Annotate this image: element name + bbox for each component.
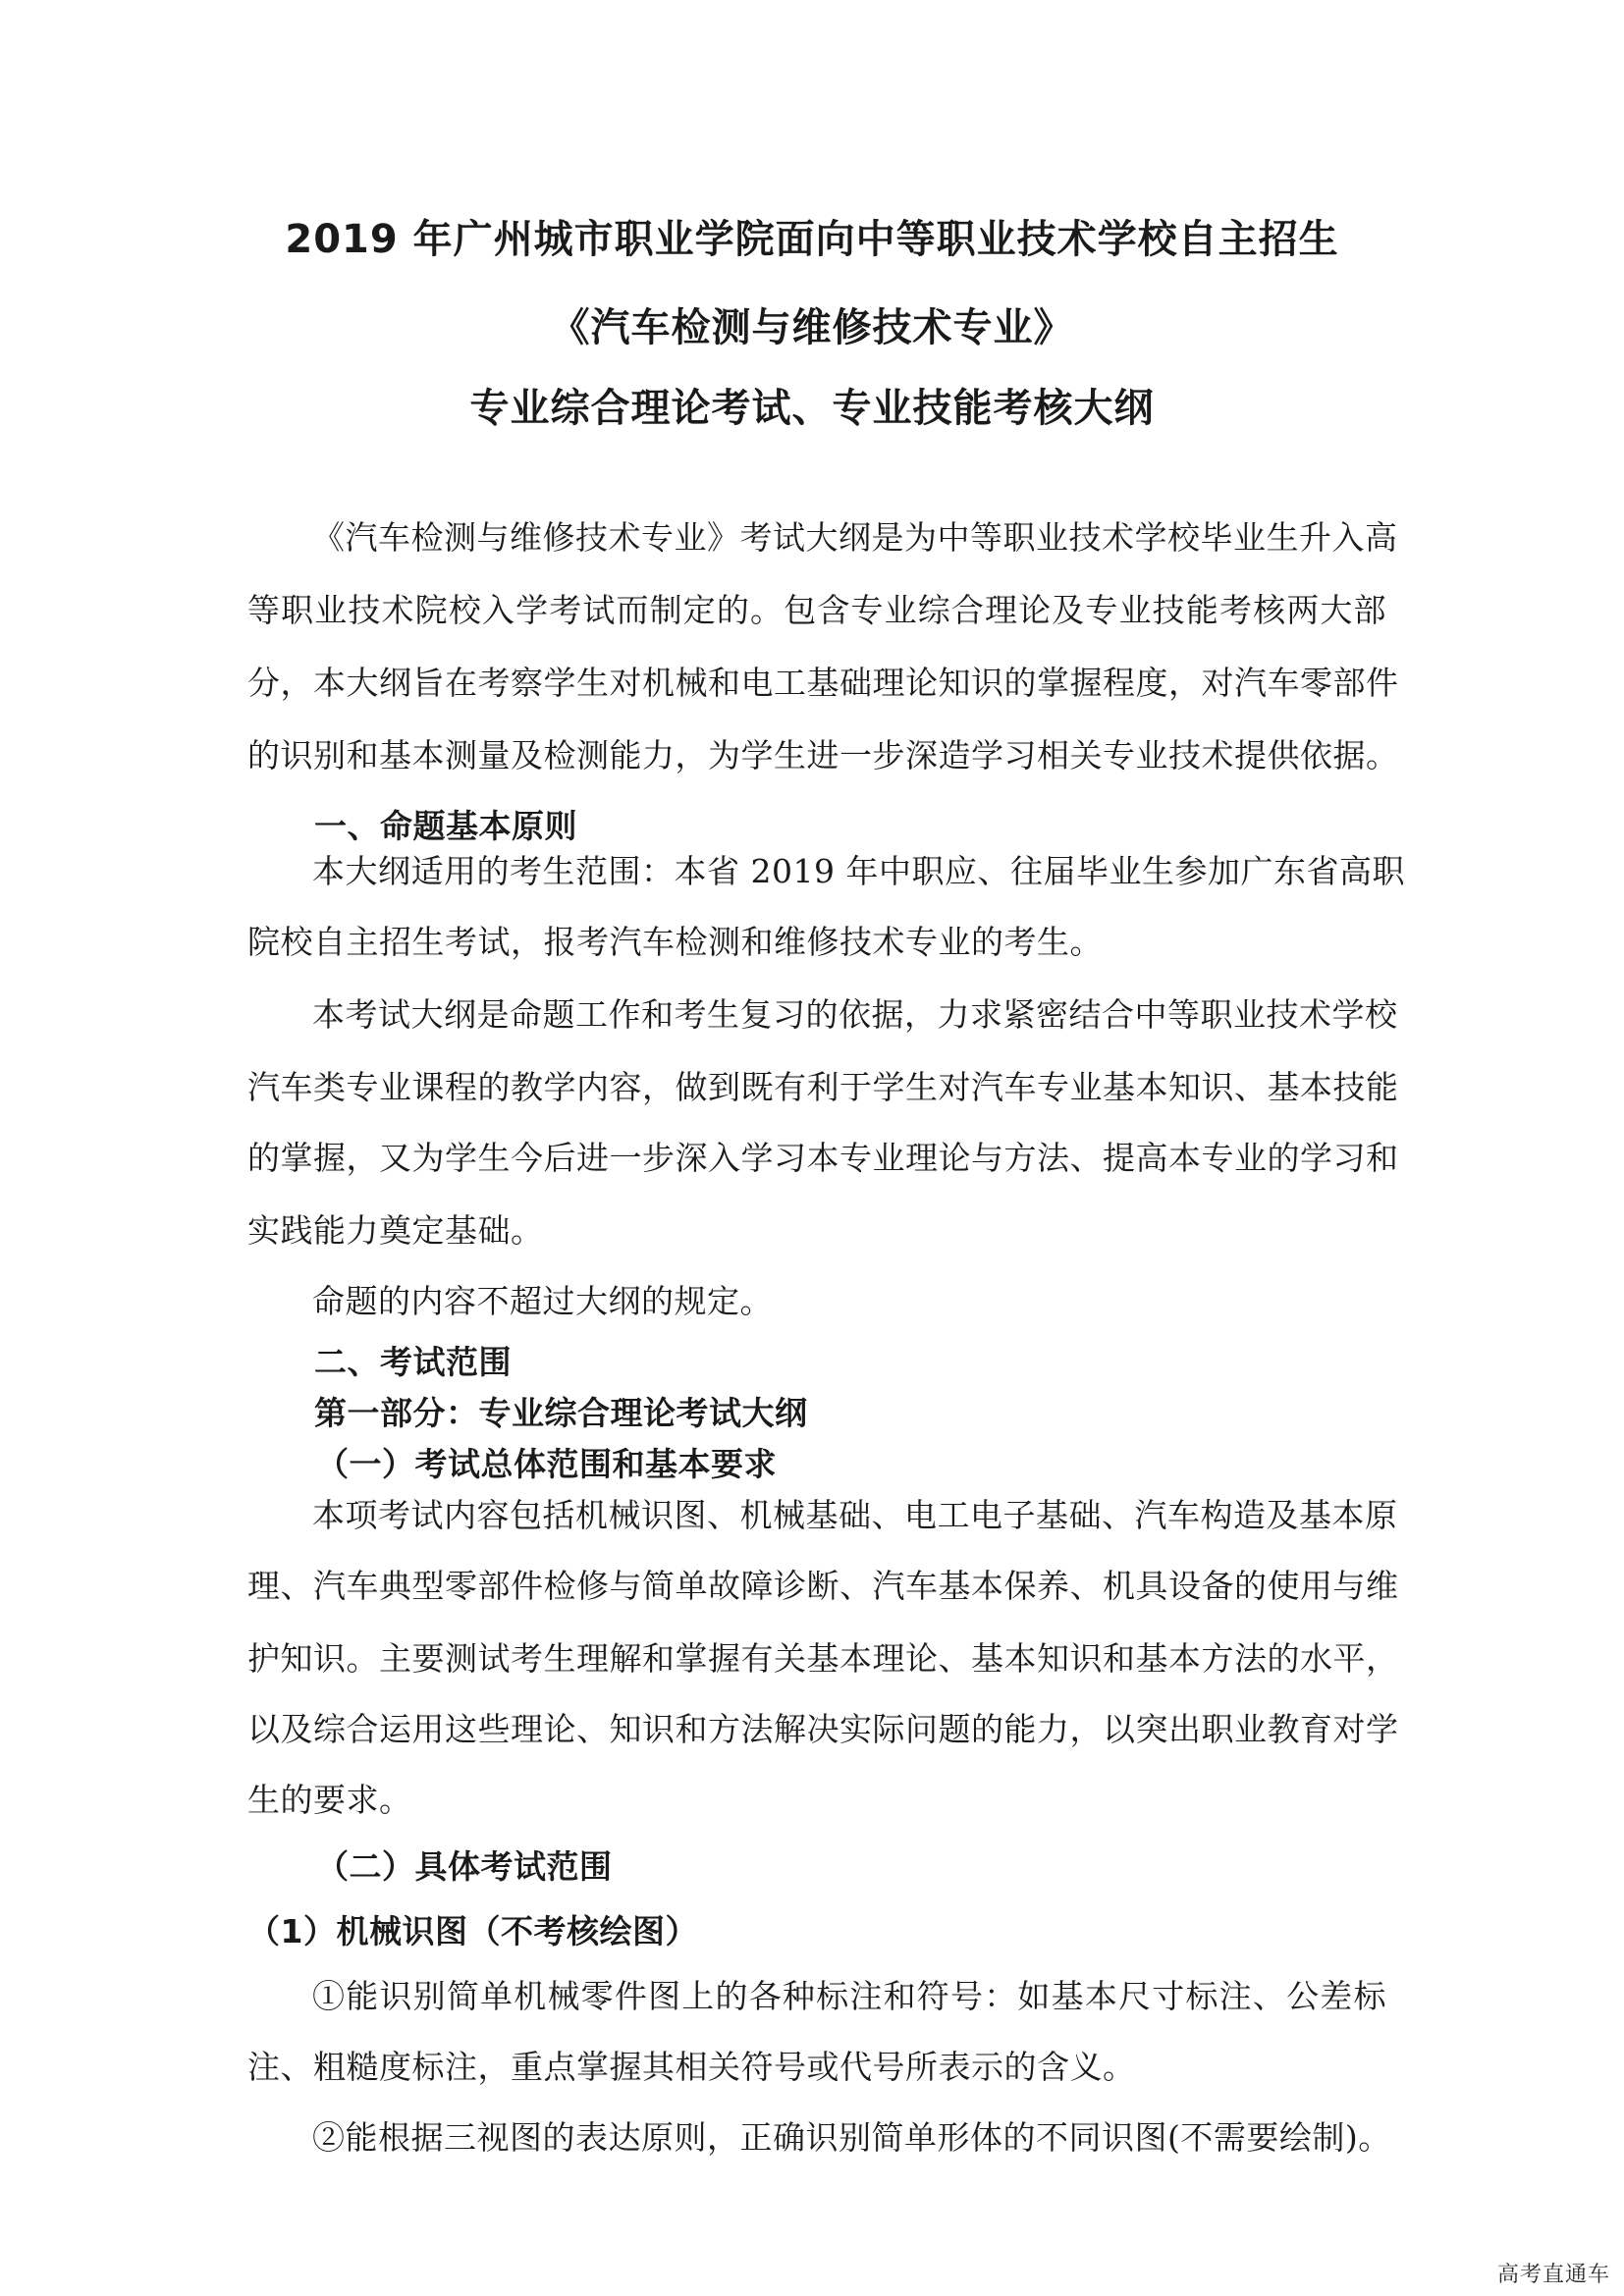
intro-line: 《汽车检测与维修技术专业》考试大纲是为中等职业技术学校毕业生升入高 [312, 518, 1398, 557]
overall-line: 本项考试内容包括机械识图、机械基础、电工电子基础、汽车构造及基本原 [312, 1496, 1398, 1534]
section-heading-principles: 一、命题基本原则 [314, 807, 577, 845]
overall-line: 护知识。主要测试考生理解和掌握有关基本理论、基本知识和基本方法的水平， [247, 1639, 1399, 1678]
intro-line: 等职业技术院校入学考试而制定的。包含专业综合理论及专业技能考核两大部 [247, 591, 1386, 629]
scope-line: 院校自主招生考试，报考汽车检测和维修技术专业的考生。 [247, 923, 1103, 961]
document-title-line-3: 专业综合理论考试、专业技能考核大纲 [469, 386, 1155, 431]
item-point-line: ②能根据三视图的表达原则，正确识别简单形体的不同识图(不需要绘制)。 [312, 2118, 1391, 2157]
intro-line: 的识别和基本测量及检测能力，为学生进一步深造学习相关专业技术提供依据。 [247, 736, 1399, 774]
subsection-heading-specific: （二）具体考试范围 [316, 1847, 613, 1886]
item-point-line: 注、粗糙度标注，重点掌握其相关符号或代号所表示的含义。 [247, 2048, 1136, 2086]
overall-line: 理、汽车典型零部件检修与简单故障诊断、汽车基本保养、机具设备的使用与维 [247, 1567, 1399, 1605]
document-title-line-1: 2019 年广州城市职业学院面向中等职业技术学校自主招生 [285, 217, 1339, 262]
basis-line: 本考试大纲是命题工作和考生复习的依据，力求紧密结合中等职业技术学校 [312, 995, 1398, 1034]
intro-line: 分，本大纲旨在考察学生对机械和电工基础理论知识的掌握程度，对汽车零部件 [247, 664, 1399, 702]
document-title-line-2: 《汽车检测与维修技术专业》 [550, 305, 1074, 350]
limit-line: 命题的内容不超过大纲的规定。 [312, 1282, 773, 1320]
item-point-line: ①能识别简单机械零件图上的各种标注和符号：如基本尺寸标注、公差标 [312, 1977, 1386, 2015]
basis-line: 的掌握，又为学生今后进一步深入学习本专业理论与方法、提高本专业的学习和 [247, 1139, 1399, 1177]
scope-line: 本大纲适用的考生范围：本省 2019 年中职应、往届毕业生参加广东省高职 [312, 852, 1405, 890]
basis-line: 实践能力奠定基础。 [247, 1211, 544, 1250]
item-heading-mechanical-drawing: （1）机械识图（不考核绘图） [247, 1912, 698, 1950]
subsection-heading-overall: （一）考试总体范围和基本要求 [316, 1445, 777, 1483]
part-heading-theory: 第一部分：专业综合理论考试大纲 [314, 1394, 808, 1432]
footer-watermark: 高考直通车 [1496, 2263, 1610, 2287]
basis-line: 汽车类专业课程的教学内容，做到既有利于学生对汽车专业基本知识、基本技能 [247, 1068, 1399, 1106]
overall-line: 生的要求。 [247, 1781, 412, 1819]
section-heading-scope: 二、考试范围 [314, 1343, 512, 1381]
overall-line: 以及综合运用这些理论、知识和方法解决实际问题的能力，以突出职业教育对学 [247, 1710, 1399, 1748]
